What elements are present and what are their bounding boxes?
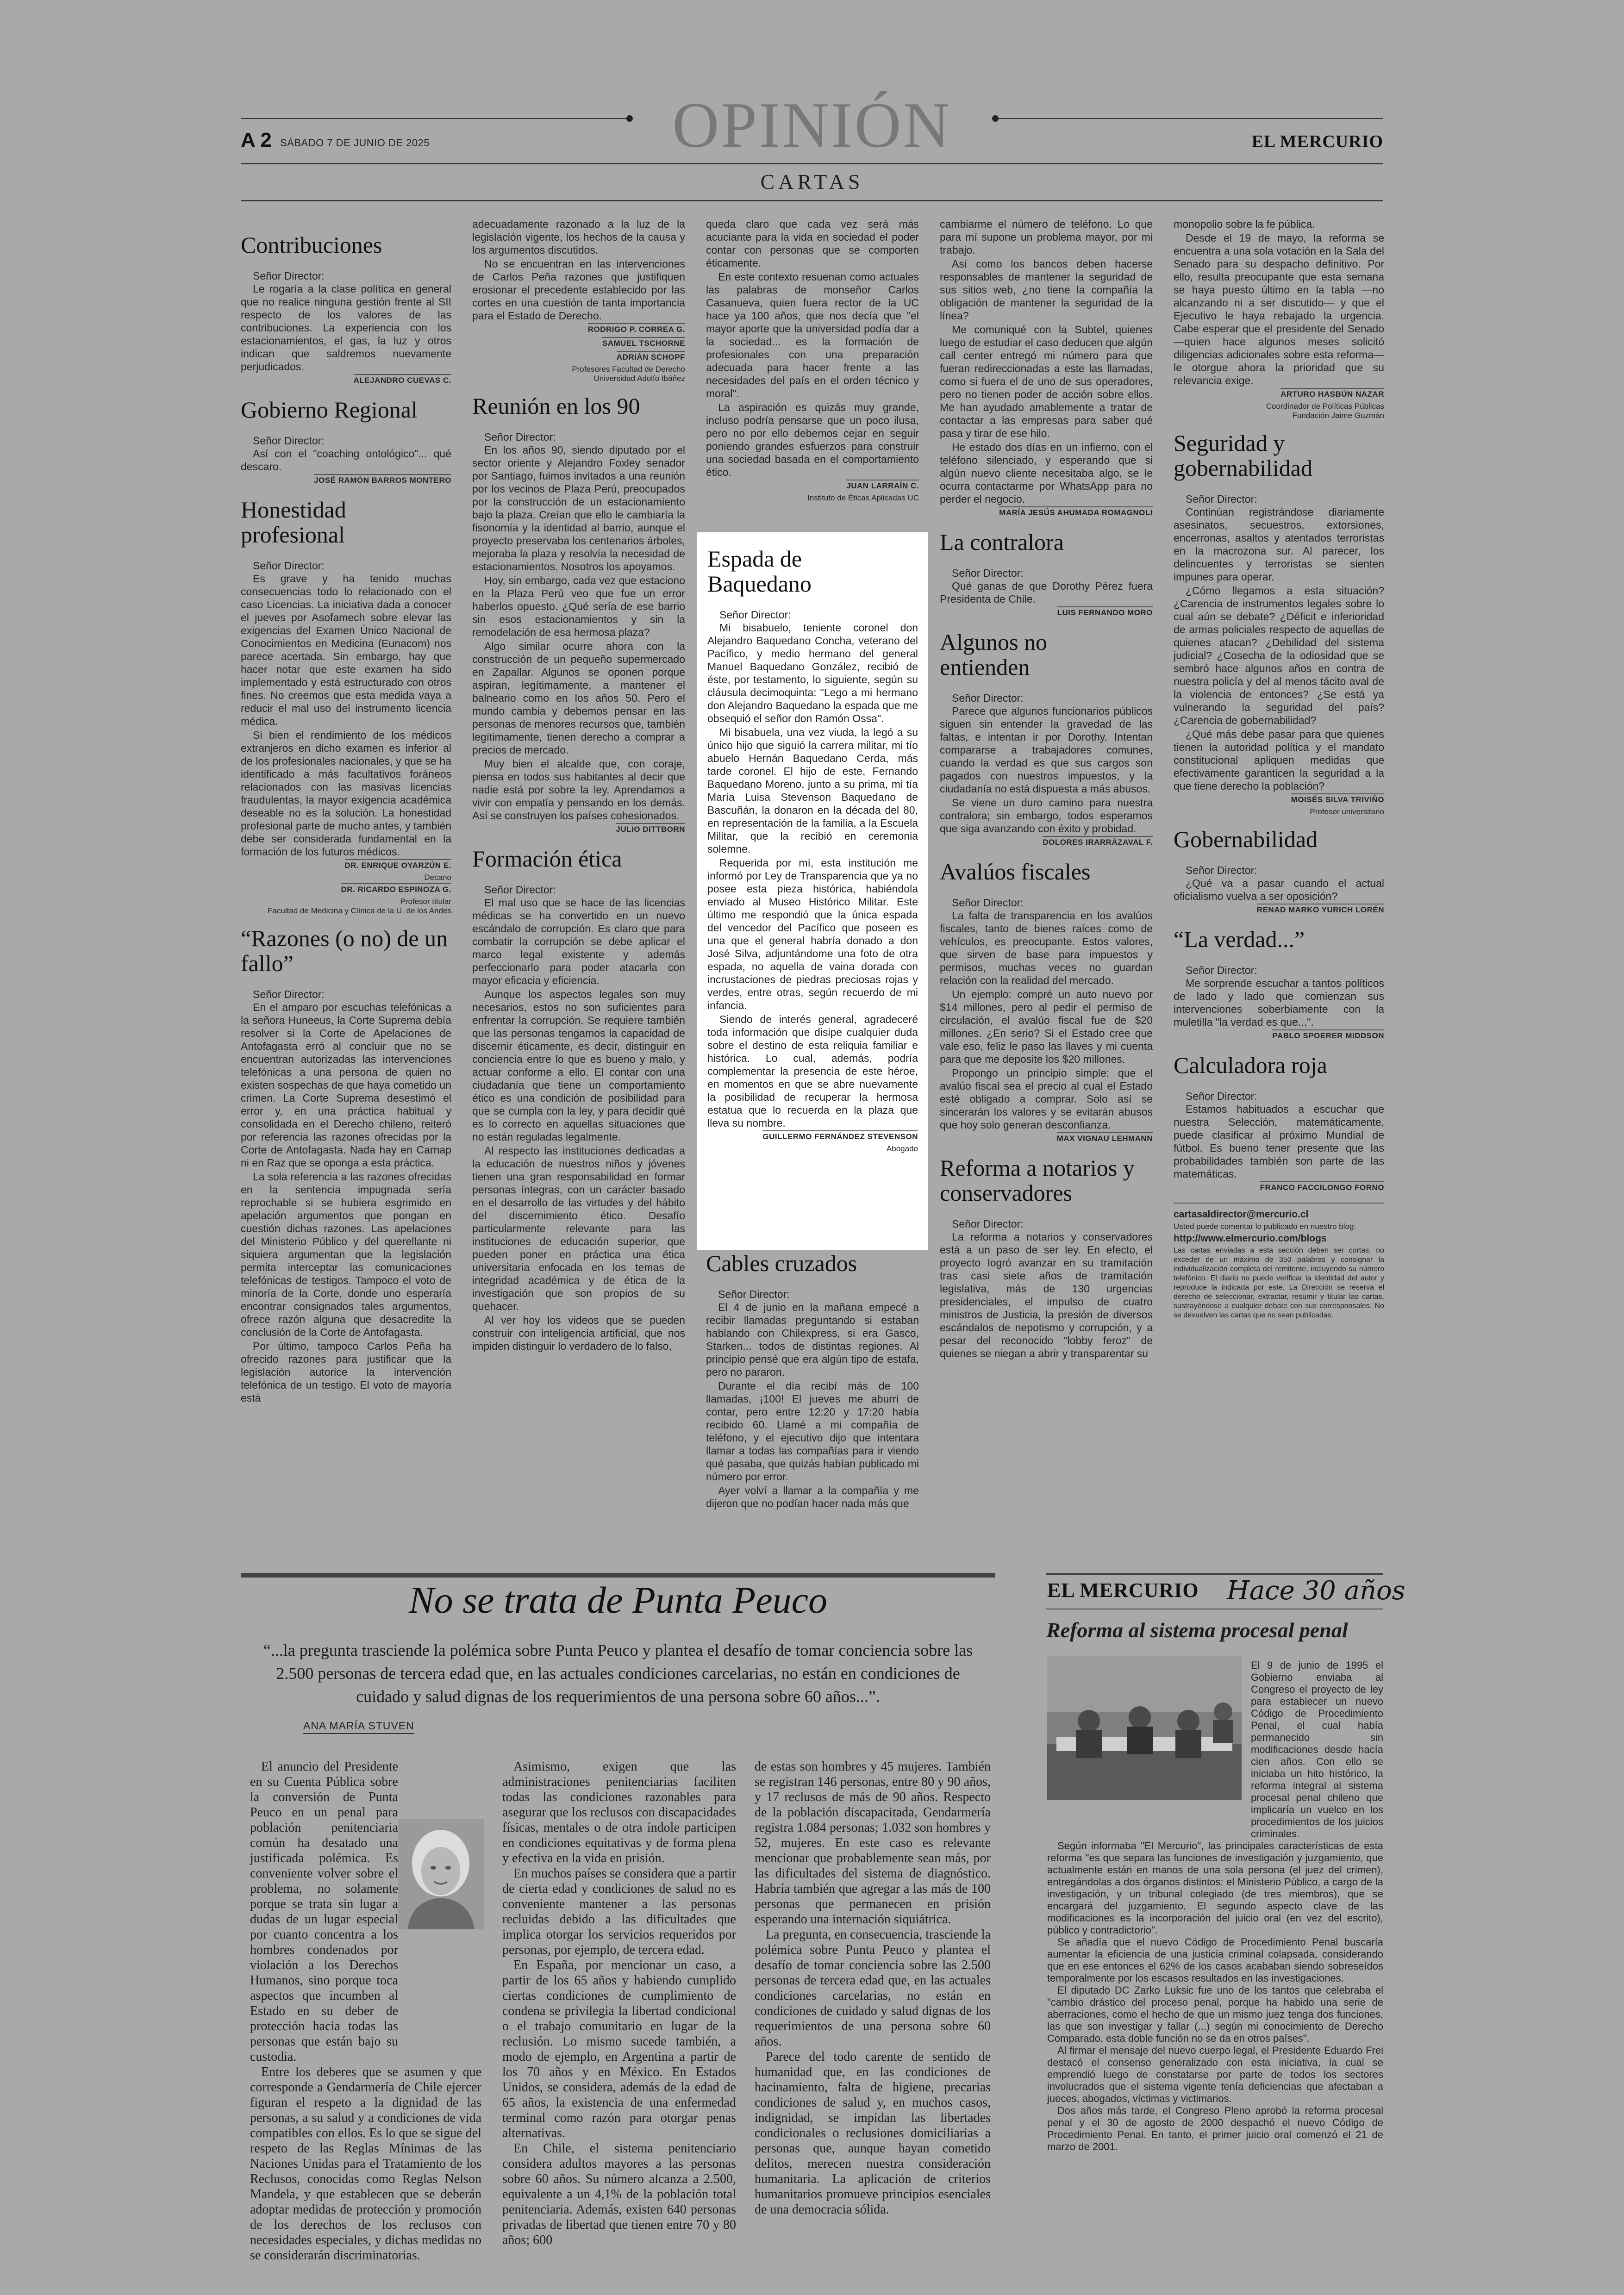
header-dot-right	[992, 115, 999, 122]
letter-signature: JULIO DITTBORN	[472, 823, 685, 836]
hace30-paragraph: Se añadía que el nuevo Código de Procedimiento Penal buscaría aumentar la eficiencia de una justicia criminal colapsada, considerando que en ese entonces el 62% de los casos acababan siendo sobreseídos temporalmente por los escasos resultados en las investigaciones.	[1047, 1936, 1383, 1984]
letter-body: Le rogaría a la clase política en general que no realice ninguna gestión frente al SII respecto de los valores de las contribuciones. La experiencia con los estacionamientos, el gas, la luz y otros indican que saldremos nuevamente perjudicados.	[241, 283, 451, 373]
letter-body: Desde el 19 de mayo, la reforma se encuentra a una sola votación en la Sala del Senado para su despacho definitivo. Por ello, resulta preocupante que esta semana se haya puesto último en la tabla —no alcanzando ni a ser discutido— y que el Ejecutivo le haya rebajado la urgencia. Cabe esperar que el presidente del Senado —quien hace algunos meses solicitó diligencias adicionales sobre esta reforma— le otorgue ahora la prioridad que su relevancia exige.	[1174, 232, 1384, 387]
letter-signature: SAMUEL TSCHORNE	[472, 337, 685, 350]
page-number: A 2	[241, 129, 272, 151]
featured-letter	[707, 536, 918, 1154]
letter-salutation: Señor Director:	[952, 897, 1024, 909]
hace30-tagline: Hace 30 años	[1227, 1576, 1405, 1606]
hace30-brand: EL MERCURIO	[1047, 1579, 1199, 1602]
letter-signature: GUILLERMO FERNÁNDEZ STEVENSON	[707, 1130, 918, 1143]
letter-signature: MARÍA JESÚS AHUMADA ROMAGNOLI	[940, 506, 1153, 519]
letter-affiliation: Instituto de Éticas Aplicadas UC	[807, 493, 919, 502]
letter-salutation: Señor Director:	[253, 988, 325, 1000]
column-paragraph: Asimismo, exigen que las administraciones penitenciarias faciliten todas las condiciones razonables para asegurar que los reclusos con discapacidades físicas, mentales o de otra índole participen en condiciones equitativas y de forma plena y efectiva en la vida en prisión.	[502, 1759, 736, 1865]
letter-body: El 4 de junio en la mañana empecé a recibir llamadas preguntando si estaban hablando con Chilexpress, si era Gasco, Starken... todos de distintas regiones. Al principio pensé que era algún tipo de estafa, pero no pararon.	[706, 1301, 919, 1378]
letter-body: Así con el "coaching ontológico"... qué descaro.	[241, 448, 451, 473]
column-paragraph: En España, por mencionar un caso, a partir de los 65 años y habiendo cumplido ciertas condiciones de cumplimiento de condena se privilegia la libertad condicional o el trabajo comunitario en lugar de la reclusión. Lo mismo sucede también, a modo de ejemplo, en Argentina a partir de los 70 años y en México. En Estados Unidos, se considera, además de la edad de 65 años, la existencia de una enfermedad terminal como razón para otorgar penas alternativas.	[502, 1958, 736, 2140]
issue-date: SÁBADO 7 DE JUNIO DE 2025	[280, 137, 430, 149]
letter-body: Muy bien el alcalde que, con coraje, piensa en todos sus habitantes al decir que nadie está por sobre la ley. Aprendamos a vivir con empatía y pensando en los demás. Así se construyen los países cohesionados.	[472, 758, 685, 822]
letter-body: Hoy, sin embargo, cada vez que estaciono en la Plaza Perú veo que fue un error haberlos opuesto. ¿Qué sería de ese barrio sin esos estacionamientos y sin la remodelación de esa hermosa plaza?	[472, 574, 685, 638]
contact-blog-note: Usted puede comentar lo publicado en nuestro blog:	[1174, 1222, 1356, 1231]
letters-column-2	[472, 218, 685, 1353]
letter-body: adecuadamente razonado a la luz de la legislación vigente, los hechos de la causa y los argumentos discutidos.	[472, 218, 685, 256]
hace30-title: Reforma al sistema procesal penal	[1046, 1618, 1348, 1642]
column-text-2	[502, 1759, 736, 2248]
letter-title: Algunos no entienden	[940, 629, 1047, 680]
hace30-paragraph: Dos años más tarde, el Congreso Pleno aprobó la reforma procesal penal y el 30 de agosto de 2000 despachó el nuevo Código de Procedimiento Penal. En tanto, el primer juicio oral comenzó el 21 de marzo de 2001.	[1047, 2105, 1383, 2152]
letter-role: Profesor titular	[400, 897, 451, 906]
hace30-text	[1047, 1659, 1383, 2153]
letter-signature: LUIS FERNANDO MORO	[940, 606, 1153, 619]
letter-signature: JOSÉ RAMÓN BARROS MONTERO	[241, 474, 451, 487]
column-paragraph: El anuncio del Presidente en su Cuenta Pública sobre la conversión de Punta Peuco en un penal para población penitenciaria común ha desatado una justificada polémica. Es conveniente volver sobre el problema, no solamente porque se trata sin lugar a dudas de un lugar especial por cuanto concentra a los hombres condenados por violación a los Derechos Humanos, sino porque toca aspectos que incumben al Estado en su deber de protección hacia todas las personas que están bajo su custodia.	[250, 1759, 398, 2064]
header-rule-left	[241, 118, 630, 119]
letter-signature: JUAN LARRAÍN C.	[706, 480, 919, 493]
hace30-paragraph: El diputado DC Zarko Luksic fue uno de los tantos que celebraba el "cambio drástico del proceso penal, porque ha habido una serie de aberraciones, como el hecho de que un mismo juez tenga dos funciones, las que son investigar y fallar (...) según mi conocimiento de Derecho Comparado, esta doble función no se da en otros países".	[1047, 1984, 1383, 2044]
letter-body: Es grave y ha tenido muchas consecuencias todo lo relacionado con el caso Licencias. La iniciativa dada a conocer el jueves por Asofamech sobre elevar las exigencias del Examen Único Nacional de Conocimientos en Medicina (Eunacom) nos parece acertada. Sin embargo, hay que hacer notar que este examen ha sido implementado y está estructurado con otros fines. No creemos que esta medida vaya a reducir el mal uso del instrumento licencia médica.	[241, 573, 451, 727]
hace30-paragraph: El 9 de junio de 1995 el Gobierno enviaba al Congreso el proyecto de ley para establecer un nuevo Código de Procedimiento Penal, el cual había permanecido sin modificaciones desde hacía cien años. Con ello se iniciaba un hito histórico, la reforma integral al sistema procesal penal chileno que implicaría un vuelco en los procedimientos de los juicios criminales.	[1251, 1659, 1383, 1840]
letter-body: Mi bisabuelo, teniente coronel don Alejandro Baquedano Concha, veterano del Pacífico, y medio hermano del general Manuel Baquedano González, recibió de éste, por testamento, lo siguiente, según su cláusula decimoquinta: "Lego a mi hermano don Alejandro Baquedano la espada que me obsequió el señor don Ramón Ossa".	[707, 622, 918, 724]
header-rule-main	[241, 163, 1383, 164]
letter-body: cambiarme el número de teléfono. Lo que para mí supone un problema mayor, por mi trabajo.	[940, 218, 1153, 256]
letter-title: Gobernabilidad	[1174, 826, 1318, 852]
letter-body: Durante el día recibí más de 100 llamadas, ¡100! El jueves me aburrí de contar, pero entre 12:20 y 17:20 había recibido 60. Llamé a mi compañía de teléfono, y el ejecutivo dijo que intentara llamar a todas las compañías para ir viendo qué pasaba, que quizás habían publicado mi número por error.	[706, 1380, 919, 1483]
letter-title: Gobierno Regional	[241, 397, 418, 423]
letter-body: Al respecto las instituciones dedicadas a la educación de nuestros niños y jóvenes tienen una gran responsabilidad en formar personas íntegras, con un carácter basado en el desarrollo de las virtudes y del hábito del discernimiento ético. Desafío particularmente relevante para las instituciones de educación superior, que pueden poner en práctica una ética universitaria enfocada en los temas de integridad académica y de ética de la investigación que son propios de su quehacer.	[472, 1145, 685, 1312]
letter-title: Calculadora roja	[1174, 1052, 1327, 1078]
letter-affiliation: Universidad Adolfo Ibáñez	[593, 374, 685, 383]
subsection-title: CARTAS	[760, 170, 864, 193]
letters-column-5	[1174, 218, 1384, 1321]
letter-role: Abogado	[886, 1144, 918, 1153]
letter-body: He estado dos días en un infierno, con el teléfono silenciado, y esperando que si algún nuevo cliente necesitaba algo, se le ocurra contactarme por WhatsApp para no perder el negocio.	[940, 441, 1153, 505]
letter-affiliation: Facultad de Medicina y Clínica de la U. de los Andes	[268, 906, 451, 915]
letter-body: La reforma a notarios y conservadores está a un paso de ser ley. En efecto, el proyecto logró avanzar en su tramitación tras casi siete años de tramitación legislativa, más de 130 urgencias presidenciales, el impulso de cuatro ministros de Justicia, la presión de diversos escándalos de nepotismo y corrupción, y a pesar del reconocido "lobby feroz" de quienes se niegan a abrir y transparentar su	[940, 1231, 1153, 1360]
letter-title: Avalúos fiscales	[940, 859, 1091, 885]
letter-body: Estamos habituados a escuchar que nuestra Selección, matemáticamente, puede clasificar al próximo Mundial de fútbol. Es bueno tener presente que las probabilidades también son parte de las matemáticas.	[1174, 1103, 1384, 1180]
letter-salutation: Señor Director:	[719, 609, 791, 621]
letter-body: Me comuniqué con la Subtel, quienes luego de estudiar el caso deducen que algún call center entregó mi número para que fueran redireccionadas a este las llamadas, como si fuera el de uno de sus operadores, pero no tienen poder de acción sobre ellos. Me han ayudado amablemente a tratar de contactar a las empresas para saber qué pasa y tirar de ese hilo.	[940, 324, 1153, 439]
letter-body: Ayer volví a llamar a la compañía y me dijeron que no podían hacer nada más que	[706, 1484, 919, 1509]
letter-salutation: Señor Director:	[1186, 964, 1257, 976]
letter-title: “Razones (o no) de un fallo”	[241, 925, 448, 976]
letter-title: Espada de Baquedano	[707, 546, 812, 597]
column-paragraph: Parece del todo carente de sentido de humanidad que, en las condiciones de hacinamiento, falta de higiene, precarias condiciones de salud y, en muchos casos, indignidad, se impidan las libertades condicionales o reclusiones domiciliarias a personas que, aunque hayan cometido delitos, merecen nuestra consideración humanitaria. La aplicación de criterios humanitarios promueve principios esenciales de una democracia sólida.	[755, 2050, 991, 2217]
letter-body: Qué ganas de que Dorothy Pérez fuera Presidenta de Chile.	[940, 580, 1153, 605]
letter-salutation: Señor Director:	[484, 884, 556, 896]
letter-body: ¿Cómo llegamos a esta situación? ¿Carencia de instrumentos legales sobre lo cual aún se debate? ¿Déficit e inferioridad de armas policiales respecto de aquellas de quienes atacan? ¿Debilidad del sistema judicial? ¿Cosecha de la odiosidad que se sembró hace algunos años en contra de nuestra policía y del al menos tácito aval de la violencia de entonces? ¿Se está ya vulnerando la seguridad del país? ¿Carencia de gobernabilidad?	[1174, 585, 1384, 726]
column-paragraph: La pregunta, en consecuencia, trasciende la polémica sobre Punta Peuco y plantea el desafío de tomar conciencia sobre las 2.500 personas de tercera edad que, en las actuales condiciones carcelarias, no están en condiciones de cuidado y salud dignas de los requerimientos de una persona sobre 60 años.	[755, 1927, 991, 2049]
letter-signature: DR. ENRIQUE OYARZÚN E.	[241, 859, 451, 872]
letter-body: monopolio sobre la fe pública.	[1174, 218, 1315, 230]
letter-body: Si bien el rendimiento de los médicos extranjeros en dicho examen es inferior al de los profesionales nacionales, y que se ha identificado a más facultativos foráneos relacionados con las masivas licencias fraudulentas, la mayor exigencia académica deseable no es la solución. La honestidad profesional parte de mucho antes, y también debe ser considerada fundamental en la formación de los futuros médicos.	[241, 729, 451, 858]
letter-body: Continúan registrándose diariamente asesinatos, secuestros, extorsiones, encerronas, asaltos y atentados terroristas en la macrozona sur. Al parecer, los delincuentes y terroristas se sienten impunes para operar.	[1174, 506, 1384, 583]
letter-salutation: Señor Director:	[484, 431, 556, 443]
hace30-top-rule	[1046, 1573, 1383, 1575]
letter-body: Al ver hoy los videos que se pueden construir con inteligencia artificial, que nos impiden distinguir lo verdadero de lo falso,	[472, 1314, 685, 1352]
letter-signature: FRANCO FACCILONGO FORNO	[1174, 1181, 1384, 1194]
newspaper-name: EL MERCURIO	[1251, 132, 1383, 151]
letter-body: Algo similar ocurre ahora con la construcción de un pequeño supermercado en Zapallar. Algunos se oponen porque aspiran, legítimamente, a mantener el balneario como en los años 50. Pero el mundo cambia y debemos pensar en las personas de menores recursos que, también legítimamente, tienen derecho a comprar a precios de mercado.	[472, 640, 685, 756]
letter-salutation: Señor Director:	[1186, 493, 1257, 505]
column-text-1	[250, 1759, 481, 2263]
letter-title: La contralora	[940, 529, 1064, 555]
letter-title: Contribuciones	[241, 232, 382, 258]
column-title: No se trata de Punta Peuco	[408, 1579, 828, 1621]
letter-signature: ALEJANDRO CUEVAS C.	[241, 374, 451, 387]
letter-body: queda claro que cada vez será más acuciante para la vida en sociedad el poder contar con personas que se comporten éticamente.	[706, 218, 919, 269]
letter-body: Así como los bancos deben hacerse responsables de mantener la seguridad de sus sitios web, ¿no tiene la compañía la obligación de mantener la seguridad de la línea?	[940, 258, 1153, 322]
letter-role: Profesor universitario	[1310, 807, 1384, 816]
letter-body: Por último, tampoco Carlos Peña ha ofrecido razones para justificar que la legislación autorice la intervención telefónica de un testigo. El voto de mayoría está	[241, 1340, 451, 1404]
column-paragraph: de estas son hombres y 45 mujeres. También se registran 146 personas, entre 80 y 90 años, y 17 reclusos de más de 90 años. Respecto de la población discapacitada, Gendarmería registra 1.084 personas; 1.032 son hombres y 52, mujeres. En este caso es relevante mencionar que probablemente sean más, por las dificultades del sistema de diagnóstico. Habría también que agregar a las más de 100 personas que permanecen en prisión esperando una internación siquiátrica.	[755, 1759, 991, 1927]
column-paragraph: Entre los deberes que se asumen y que corresponde a Gendarmería de Chile ejercer figuran el respeto a la dignidad de las personas, a su salud y a condiciones de vida compatibles con ellos. Es lo que se sigue del respeto de las Reglas Mínimas de las Naciones Unidas para el Tratamiento de los Reclusos, conocidas como Reglas Nelson Mandela, y que establecen que se deberán adoptar medidas de protección y promoción de los derechos de los reclusos con necesidades especiales, y dichas medidas no se considerarán discriminatorias.	[250, 2065, 481, 2263]
letters-column-4	[940, 218, 1153, 1361]
letter-signature: PABLO SPOERER MIDDSON	[1174, 1029, 1384, 1042]
letter-affiliation: Profesores Facultad de Derecho	[572, 365, 685, 374]
letter-salutation: Señor Director:	[1186, 1090, 1257, 1102]
column-paragraph: En muchos países se considera que a partir de cierta edad y condiciones de salud no es conveniente mantener a las personas recluidas debido a las dificultades que implica otorgar los servicios requeridos por personas, por ejemplo, de tercera edad.	[502, 1866, 736, 1957]
header-dot-left	[626, 115, 633, 122]
letter-title: Honestidad profesional	[241, 497, 346, 548]
letter-body: La falta de transparencia en los avalúos fiscales, tanto de bienes raíces como de vehículos, es preocupante. Estos valores, que sirven de base para impuestos y permisos, muchas veces no guardan relación con la realidad del mercado.	[940, 910, 1153, 986]
letter-signature: RENAD MARKO YURICH LORÉN	[1174, 904, 1384, 917]
letters-column-1	[241, 222, 451, 1405]
letter-title: Cables cruzados	[706, 1250, 857, 1276]
letter-role: Decano	[424, 873, 451, 882]
column-pull-quote: “...la pregunta trasciende la polémica sobre Punta Peuco y plantea el desafío de tomar conciencia sobre las 2.500 personas de tercera edad que, en las actuales condiciones carcelarias, no están en condiciones de cuidado y salud dignas de los requerimientos de una persona sobre 60 años...”.	[263, 1641, 973, 1706]
letter-body: En los años 90, siendo diputado por el sector oriente y Alejandro Foxley senador por Santiago, fuimos invitados a una reunión por los vecinos de Plaza Perú, preocupados por la construcción de un estacionamiento bajo la plaza. Creían que ello le cambiaría la fisonomía y la identidad al barrio, aunque el proyecto preservaba los centenarios árboles, mejoraba la plaza y resolvía la necesidad de estacionamientos. Nosotros los apoyamos.	[472, 444, 685, 573]
contact-blog-link[interactable]: http://www.elmercurio.com/blogs	[1174, 1233, 1327, 1244]
letter-body: Parece que algunos funcionarios públicos siguen sin entender la gravedad de las faltas, e intentan ir por Dorothy. Intentan compararse a trabajadores comunes, cuando la verdad es que sus cargos son pagados con nuestros impuestos, y la ciudadanía no está dispuesta a más abusos.	[940, 705, 1153, 795]
letter-salutation: Señor Director:	[253, 435, 325, 447]
hace30-paragraph: Al firmar el mensaje del nuevo cuerpo legal, el Presidente Eduardo Frei destacó el consenso generalizado con esta iniciativa, la cual se emprendió luego de constatarse por parte de todos los sectores involucrados que el sistema vigente tenía deficiencias que afectaban a jueces, abogados, víctimas y victimarios.	[1047, 2045, 1383, 2104]
column-author: ANA MARÍA STUVEN	[303, 1720, 414, 1734]
contact-email[interactable]: cartasaldirector@mercurio.cl	[1174, 1209, 1309, 1220]
letter-body: Se viene un duro camino para nuestra contralora; sin embargo, todos esperamos que siga avanzando con éxito y probidad.	[940, 797, 1153, 835]
header-rule-sub	[241, 200, 1383, 201]
letter-salutation: Señor Director:	[952, 567, 1024, 579]
letter-signature: ARTURO HASBÚN NAZAR	[1174, 388, 1384, 401]
letter-body: ¿Qué más debe pasar para que quienes tienen la autoridad política y el mandato constitucional apliquen medidas que efectivamente garanticen la seguridad a la que tiene derecho la población?	[1174, 728, 1384, 792]
letter-affiliation: Fundación Jaime Guzmán	[1292, 411, 1384, 420]
letter-affiliation: Coordinador de Políticas Públicas	[1266, 402, 1384, 411]
letter-body: La aspiración es quizás muy grande, incluso podría pensarse que un poco ilusa, pero no por ello debemos cejar en seguir poniendo grandes esfuerzos para construir una sociedad basada en el comportamiento ético.	[706, 401, 919, 478]
column-text-3	[755, 1759, 991, 2217]
letter-title: Reforma a notarios y conservadores	[940, 1155, 1135, 1206]
letter-body: Aunque los aspectos legales son muy necesarios, estos no son suficientes para enfrentar la corrupción. Se requiere también que las personas tengamos la capacidad de discernir éticamente, es decir, distinguir en conciencia entre lo que es bueno y malo, y actuar conforme a ello. El contar con una ciudadanía que tiene un comportamiento ético es una condición de posibilidad para que se cumpla con la ley, y para decidir qué es lo correcto en aquellas situaciones que no están reguladas legalmente.	[472, 988, 685, 1143]
letter-salutation: Señor Director:	[952, 692, 1024, 704]
letter-body: Siendo de interés general, agradeceré toda información que disipe cualquier duda sobre el destino de esta reliquia familiar e histórica. Lo cual, además, podría complementar la presencia de este héroe, en momentos en que se abre nuevamente la posibilidad de recuperar la hermosa estatua que lo recuerda en la plaza que lleva su nombre.	[707, 1013, 918, 1129]
letter-title: Reunión en los 90	[472, 393, 640, 419]
header-rule-right	[995, 118, 1383, 119]
contact-rule	[1174, 1203, 1384, 1204]
column-paragraph: En Chile, el sistema penitenciario considera adultos mayores a las personas sobre 60 años. Su número alcanza a 2.500, equivalente a un 4,1% de la población total penitenciaria. Además, existen 640 personas privadas de libertad que tienen entre 70 y 80 años; 600	[502, 2141, 736, 2247]
letter-body: En el amparo por escuchas telefónicas a la señora Huneeus, la Corte Suprema debía resolver si la Corte de Apelaciones de Antofagasta erró al concluir que no se encuentran autorizadas las intervenciones telefónicas a una persona de quien no existen sospechas de que haya cometido un crimen. La Corte Suprema desestimó el error y, en una práctica habitual y consolidada en el Derecho chileno, reiteró por referencia las razones ofrecidas por la Corte de Antofagasta. Nada hay en Carnap ni en Raz que se oponga a esta práctica.	[241, 1001, 451, 1169]
letter-body: Me sorprende escuchar a tantos políticos de lado y lado que comienzan sus intervenciones soberbiamente con la muletilla "la verdad es que...".	[1174, 977, 1384, 1028]
letter-title: Formación ética	[472, 846, 622, 872]
letter-salutation: Señor Director:	[952, 1218, 1024, 1230]
letter-signature: ADRIÁN SCHOPF	[472, 351, 685, 364]
letter-body: Mi bisabuela, una vez viuda, la legó a su único hijo que siguió la carrera militar, mi tío abuelo Hernán Baquedano Cerda, más tarde coronel. El hijo de este, Fernando Baquedano Moreno, junto a su prima, mi tía María Luisa Stevenson Baquedano de Bascuñán, la donaron en la década del 80, en representación de la familia, a la Escuela Militar, que la recibió en ceremonia solemne.	[707, 726, 918, 855]
letter-title: Seguridad y gobernabilidad	[1174, 430, 1312, 481]
letter-salutation: Señor Director:	[253, 270, 325, 282]
letters-column-3	[706, 218, 919, 504]
section-title: OPINIÓN	[672, 89, 952, 161]
hace30-paragraph: Según informaba "El Mercurio", las principales características de esta reforma "es que separa las funciones de investigación y juzgamiento, que actualmente están en manos de una sola persona (el juez del crimen), entregándolas a dos órganos distintos: el Ministerio Público, a cargo de la investigación, y un tribunal colegiado (de tres miembros), que se encargará del juzgamiento. El segundo aspecto clave de las modificaciones es la incorporación del juicio oral (en vez del escrito), público y contradictorio".	[1047, 1840, 1383, 1936]
letter-title: “La verdad...”	[1174, 926, 1305, 952]
letter-body: Propongo un principio simple: que el avalúo fiscal sea el precio al cual el Estado esté obligado a comprar. Solo así se sincerarán los valores y se evitarán abusos que hoy solo generan desconfianza.	[940, 1067, 1153, 1131]
letter-body: No se encuentran en las intervenciones de Carlos Peña razones que justifiquen erosionar el precedente establecido por las cortes en una cuestión de tanta importancia para el Estado de Derecho.	[472, 258, 685, 322]
letter-salutation: Señor Director:	[1186, 864, 1257, 876]
contact-rules: Las cartas enviadas a esta sección deben ser cortas, no exceder de un máximo de 350 palabras y consignar la individualización completa del remitente, incluyendo su número telefónico. El diario no puede verificar la identidad del autor y reproduce la indicada por este. La Dirección se reserva el derecho de seleccionar, extractar, resumir y titular las cartas, sustrayéndose a cualquier debate con sus corresponsales. No se devuelven las cartas que no sean publicadas.	[1174, 1247, 1384, 1319]
letters-column-3b	[706, 1241, 919, 1511]
letter-body: ¿Qué va a pasar cuando el actual oficialismo vuelva a ser oposición?	[1174, 877, 1384, 902]
letter-body: Requerida por mí, esta institución me informó por Ley de Transparencia que ya no posee esta pieza histórica, habiéndola enviado al Museo Histórico Militar. Este último me respondió que la única espada del vencedor del Pacífico que poseen es una que el general habría donado a don José Silva, adjuntándome una foto de otra espada, no aquella de vaina dorada con incrustaciones de piedras preciosas rojas y verdes, entre otras, según recuerdo de mi infancia.	[707, 857, 918, 1011]
letter-salutation: Señor Director:	[718, 1288, 790, 1300]
letter-signature: RODRIGO P. CORREA G.	[472, 323, 685, 336]
letter-salutation: Señor Director:	[253, 560, 325, 572]
letter-signature: MAX VIGNAU LEHMANN	[940, 1132, 1153, 1145]
letter-signature: MOISÉS SILVA TRIVIÑO	[1174, 793, 1384, 806]
letter-body: El mal uso que se hace de las licencias médicas se ha convertido en un nuevo escándalo de corrupción. Es claro que para combatir la corrupción se debe aplicar el marco legal existente y además perfeccionarlo para poder atacarla con mayor eficacia y eficiencia.	[472, 897, 685, 986]
letter-body: En este contexto resuenan como actuales las palabras de monseñor Carlos Casanueva, quien fuera rector de la UC hace ya 100 años, que nos decía que "el mayor aporte que la universidad podía dar a la sociedad... es la formación de profesionales con una preparación adecuada para hacer frente a las necesidades del país en el orden técnico y moral".	[706, 271, 919, 399]
letter-signature: DOLORES IRARRÁZAVAL F.	[940, 836, 1153, 849]
letter-body: La sola referencia a las razones ofrecidas en la sentencia impugnada sería reprochable si se hubiera esgrimido en apelación argumentos que pongan en cuestión dichas razones. Las apelaciones del Ministerio Público y del querellante ni siquiera argumentan que la legislación permita interceptar las comunicaciones telefónicas de testigos. Tampoco el voto de minoría de la Corte, donde uno esperaría encontrar consignados tales argumentos, ofrece razón alguna que desacredite la conclusión de la Corte de Antofagasta.	[241, 1171, 451, 1338]
column-top-rule	[241, 1573, 995, 1578]
letter-body: Un ejemplo: compré un auto nuevo por $14 millones, pero al pedir el permiso de circulación, el avalúo fiscal fue de $20 millones. ¿En serio? Si el Estado cree que vale eso, feliz le paso las llaves y mi cuenta para que me deposite los $20 millones.	[940, 988, 1153, 1065]
letter-signature: DR. RICARDO ESPINOZA G.	[241, 883, 451, 896]
